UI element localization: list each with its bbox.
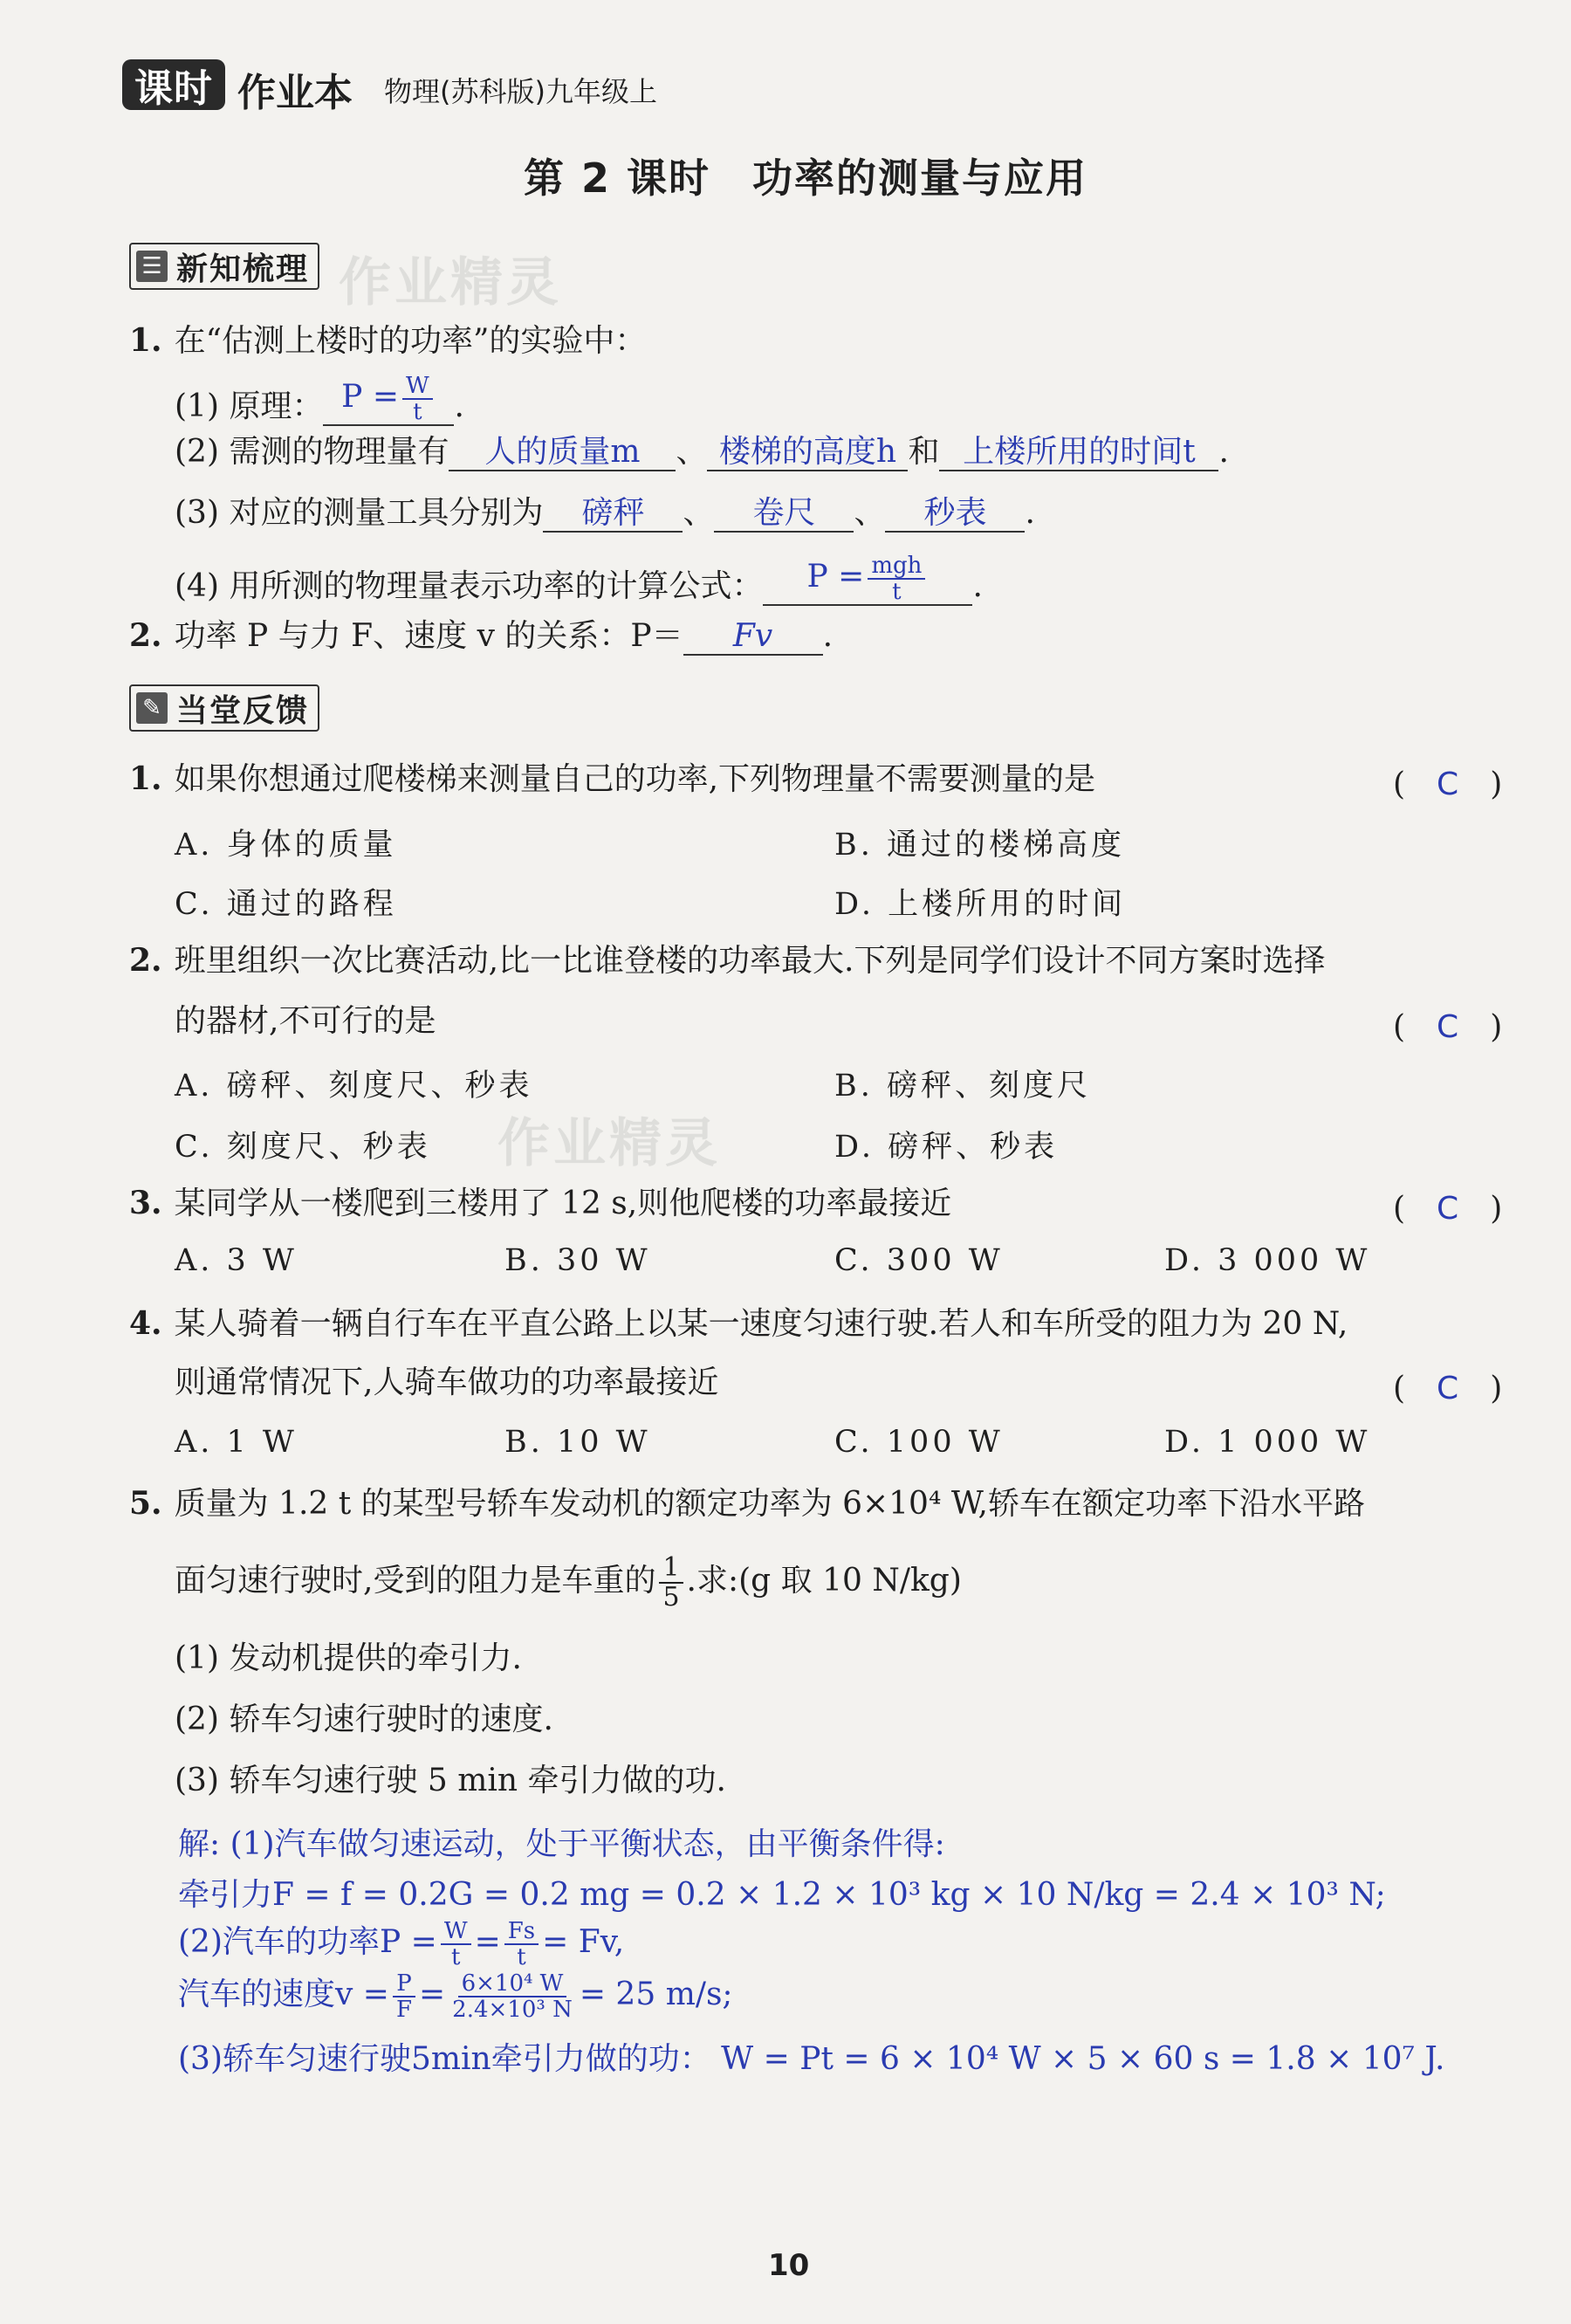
knowledge-question-1: 1. 在“估测上楼时的功率”的实验中： — [129, 322, 647, 359]
option: B. 10 W — [504, 1425, 651, 1460]
answer-bracket: ( C ) — [1393, 1191, 1503, 1227]
option: A. 1 W — [175, 1425, 298, 1460]
answer-blank: 楼梯的高度h — [707, 435, 908, 471]
q5-part-3: (3) 轿车匀速行驶 5 min 牵引力做的功. — [175, 1763, 726, 1798]
answer-blank: 人的质量m — [449, 435, 676, 471]
knowledge-question-2: 2. 功率 P 与力 F、速度 v 的关系：P＝ Fv . — [129, 617, 834, 654]
fraction: $\frac{Fs}{t}$ — [504, 1919, 539, 1970]
answer-blank: 磅秤 — [543, 496, 683, 533]
answer-blank: 卷尺 — [714, 496, 854, 533]
option: A. 3 W — [175, 1243, 298, 1278]
solution-line-1: 解: (1)汽车做匀速运动，处于平衡状态，由平衡条件得: — [178, 1826, 945, 1862]
answer-blank: P = $\frac{W}{t}$ — [323, 374, 454, 426]
fraction: $\frac{W}{t}$ — [441, 1919, 471, 1970]
option: D. 1 000 W — [1164, 1425, 1371, 1460]
option: C. 100 W — [834, 1425, 1004, 1460]
option: C. 通过的路程 — [175, 887, 397, 922]
option: B. 磅秤、刻度尺 — [834, 1069, 1091, 1104]
option: B. 30 W — [504, 1243, 651, 1278]
feedback-question-5-cont: 面匀速行驶时,受到的阻力是车重的 $\frac{1}{5}$ .求:(g 取 10 N/kg) — [175, 1552, 962, 1612]
solution-line-5: (3)轿车匀速行驶5min牵引力做的功： W = Pt = 6 × 10⁴ W × 5 × 60 s = 1.8 × 10⁷ J. — [178, 2041, 1445, 2077]
option: A. 身体的质量 — [175, 828, 397, 863]
answer-blank: 秒表 — [885, 496, 1025, 533]
answer-blank: 上楼所用的时间t — [939, 435, 1218, 471]
answer-bracket: ( C ) — [1393, 767, 1503, 802]
feedback-question-3: 3. 某同学从一楼爬到三楼用了 12 s,则他爬楼的功率最接近 — [129, 1185, 952, 1221]
option: C. 300 W — [834, 1243, 1004, 1278]
answer-bracket: ( C ) — [1393, 1371, 1503, 1406]
knowledge-q1-part-1: (1) 原理： P = $\frac{W}{t}$ . — [175, 373, 464, 425]
option: D. 3 000 W — [1164, 1243, 1371, 1278]
fraction: $\frac{P}{F}$ — [393, 1971, 415, 2022]
knowledge-q1-part-2: (2) 需测的物理量有 人的质量m 、 楼梯的高度h 和 上楼所用的时间t . — [175, 434, 1229, 470]
feedback-question-4-cont: 则通常情况下,人骑车做功的功率最接近 — [175, 1365, 719, 1400]
brand-logo: 课时 — [122, 59, 225, 110]
solution-line-4: 汽车的速度v = $\frac{P}{F}$ = $\frac{\text{6×10⁴ W}}{\text{2.4×10³ N}}$ = 25 m/s; — [178, 1970, 733, 2023]
watermark: 作业精灵 — [339, 252, 562, 313]
q5-part-2: (2) 轿车匀速行驶时的速度. — [175, 1702, 553, 1737]
watermark: 作业精灵 — [497, 1113, 721, 1174]
section-header-new-knowledge: ☰ 新知梳理 — [129, 243, 319, 290]
option: D. 上楼所用的时间 — [834, 887, 1127, 922]
subject-label: 物理(苏科版)九年级上 — [384, 75, 657, 108]
feedback-question-4: 4. 某人骑着一辆自行车在平直公路上以某一速度匀速行驶.若人和车所受的阻力为 20 N, — [129, 1305, 1348, 1342]
option: D. 磅秤、秒表 — [834, 1130, 1059, 1165]
knowledge-q1-part-3: (3) 对应的测量工具分别为 磅秤 、 卷尺 、 秒表 . — [175, 495, 1035, 531]
knowledge-q1-part-4: (4) 用所测的物理量表示功率的计算公式： P = $\frac{\text{mgh}}{t}$ . — [175, 553, 983, 605]
book-icon: ☰ — [136, 251, 168, 282]
solution-line-2: 牵引力F = f = 0.2G = 0.2 mg = 0.2 × 1.2 × 10³ kg × 10 N/kg = 2.4 × 10³ N; — [178, 1877, 1386, 1913]
answer-bracket: ( C ) — [1393, 1009, 1503, 1045]
feedback-question-1: 1. 如果你想通过爬楼梯来测量自己的功率,下列物理量不需要测量的是 — [129, 760, 1096, 797]
option: A. 磅秤、刻度尺、秒表 — [175, 1069, 533, 1104]
fraction: $\frac{\text{mgh}}{t}$ — [868, 553, 925, 604]
answer-blank: Fv — [683, 619, 823, 656]
q5-part-1: (1) 发动机提供的牵引力. — [175, 1640, 522, 1676]
option: C. 刻度尺、秒表 — [175, 1130, 431, 1165]
lesson-title: 第 2 课时 功率的测量与应用 — [524, 155, 1088, 202]
feedback-question-2: 2. 班里组织一次比赛活动,比一比谁登楼的功率最大.下列是同学们设计不同方案时选择 — [129, 942, 1326, 979]
pencil-icon: ✎ — [136, 692, 168, 724]
feedback-question-5: 5. 质量为 1.2 t 的某型号轿车发动机的额定功率为 6×10⁴ W,轿车在额定功率下沿水平路 — [129, 1485, 1365, 1522]
answer-blank: P = $\frac{\text{mgh}}{t}$ — [763, 553, 972, 606]
fraction: $\frac{\text{6×10⁴ W}}{\text{2.4×10³ N}}$ — [452, 1970, 573, 2023]
feedback-question-2-cont: 的器材,不可行的是 — [175, 1003, 436, 1039]
fraction: $\frac{1}{5}$ — [659, 1554, 683, 1612]
page-number: 10 — [768, 2248, 810, 2283]
brand-title: 作业本 — [237, 71, 353, 115]
fraction: $\frac{W}{t}$ — [402, 374, 433, 424]
option: B. 通过的楼梯高度 — [834, 828, 1125, 863]
solution-line-3: (2)汽车的功率P = $\frac{W}{t}$ = $\frac{Fs}{t}$ = Fv, — [178, 1918, 625, 1970]
section-header-class-feedback: ✎ 当堂反馈 — [129, 684, 319, 732]
